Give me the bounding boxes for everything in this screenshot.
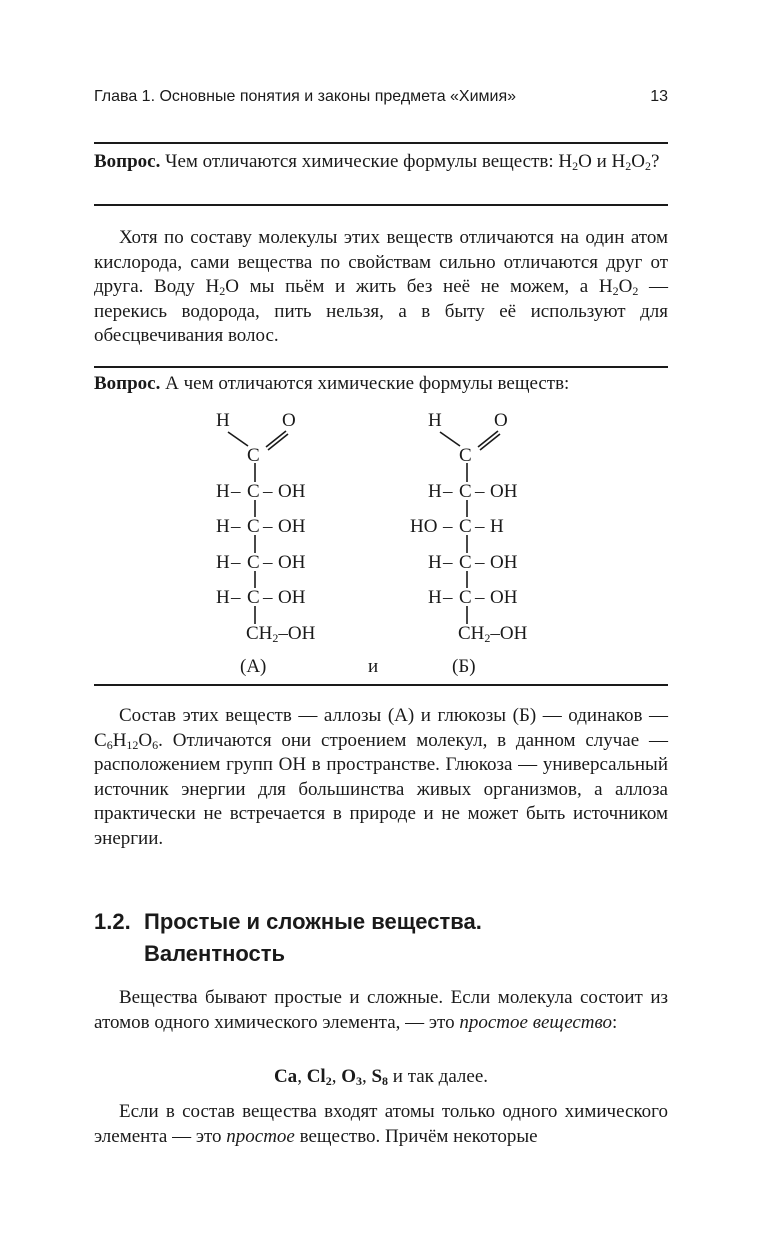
page-number: 13	[650, 88, 668, 105]
structure-a-label: (А)	[240, 656, 267, 677]
question-2: Вопрос. А чем отличаются химические формулы веществ:	[94, 373, 570, 394]
and-label: и	[368, 656, 379, 677]
paragraph-simple-substances: Вещества бывают простые и сложные. Если молекула состоит из атомов одного химического элемента, — это простое вещество:	[94, 987, 668, 1033]
answer-1-paragraph: Хотя по составу молекулы этих веществ отличаются на один атом кислорода, сами вещества по свойствам сильно отличаются друг от друга. Воду $H_2O$ мы пьём и жить без неё не можем, а $H_2O_2$ — перекись водорода, пить нельзя, а в быту её используют для обесцвечивания волос.	[94, 227, 669, 346]
term-simple: простое	[226, 1125, 295, 1147]
divider	[94, 366, 668, 368]
chapter-title: Глава 1. Основные понятия и законы предмета «Химия»	[94, 88, 517, 105]
structure-b-label: (Б)	[452, 656, 476, 677]
section-heading	[94, 906, 482, 966]
section-title-line-1: Простые и сложные вещества.	[144, 909, 482, 934]
divider	[94, 142, 668, 144]
question-1: Вопрос. Чем отличаются химические формулы веществ: $H_2O$ и $H_2O_2$?	[94, 151, 660, 173]
question-label: Вопрос.	[94, 151, 161, 172]
paragraph-simple-substance-definition: Если в состав вещества входят атомы только одного химического элемента — это простое вещество. Причём некоторые	[94, 1101, 668, 1147]
running-header	[94, 88, 668, 112]
divider	[94, 204, 668, 206]
section-title-line-2: Валентность	[144, 941, 286, 966]
divider	[94, 684, 668, 686]
term-simple-substance: простое вещество	[459, 1011, 613, 1033]
answer-2-paragraph: Состав этих веществ — аллозы (А) и глюкозы (Б) — одинаков — $C_6H_{12}O_6$. Отличаются они строением молекул, в данном случае — расположением групп OH в пространстве. Глюкоза — универсальный источник энергии для большинства живых организмов, а аллоза практически не встречается в природе и не может быть источником энергии.	[94, 705, 668, 849]
question-label: Вопрос.	[94, 373, 161, 394]
section-number: 1.2.	[94, 909, 131, 934]
examples-line: Ca, $Cl_2$, $O_3$, $S_8$ и так далее.	[273, 1066, 489, 1088]
